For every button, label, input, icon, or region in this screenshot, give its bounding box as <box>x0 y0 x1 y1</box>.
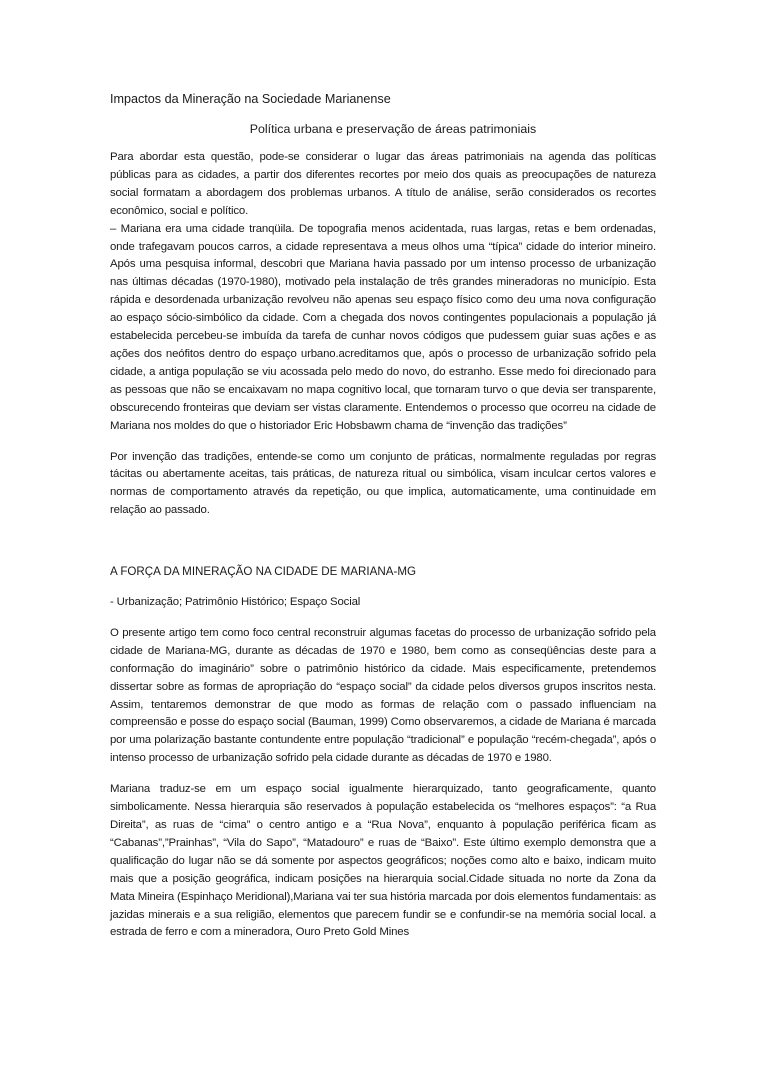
document-page <box>110 90 656 942</box>
paragraph-intro: Para abordar esta questão, pode-se considerar o lugar das áreas patrimoniais na agenda das políticas públicas para as cidades, a partir dos diferentes recortes por meio dos quais as preocupações de natureza social formatam a abordagem dos problemas urbanos. A título de análise, serão considerados os recortes econômico, social e político. <box>110 151 656 217</box>
paragraph-mariana: – Mariana era uma cidade tranqüila. De topografia menos acidentada, ruas largas, retas e bem ordenadas, onde trafegavam poucos carros, a cidade representava a meus olhos uma “típica” cidade do interior mineiro. Após uma pesquisa informal, descobri que Mariana havia passado por um intenso processo de urbanização nas últimas décadas (1970-1980), motivado pela instalação de três grandes mineradoras no município. Esta rápida e desordenada urbanização revolveu não apenas seu espaço físico como deu uma nova configuração ao espaço sócio-simbólico da cidade. Com a chegada dos novos contingentes populacionais a população já estabelecida percebeu-se imbuída da tarefa de cunhar novos códigos que pudessem guiar suas ações e as ações dos neófitos dentro do espaço urbano.acreditamos que, após o processo de urbanização sofrido pela cidade, a antiga população se viu acossada pelo medo do novo, do estranho. Esse medo foi direcionado para as pessoas que não se encaixavam no mapa cognitivo local, que tornaram turvo o que devia ser transparente, obscurecendo fronteiras que deviam ser vistas claramente. Entendemos o processo que ocorreu na cidade de Mariana nos moldes do que o historiador Eric Hobsbawm chama de “invenção das tradições” <box>110 222 656 432</box>
paragraph-artigo: O presente artigo tem como foco central reconstruir algumas facetas do processo de urbanização sofrido pela cidade de Mariana-MG, durante as décadas de 1970 e 1980, bem como as conseqüências deste para a conformação do imaginário” sobre o patrimônio histórico da cidade. Mais especificamente, pretendemos dissertar sobre as formas de apropriação do “espaço social” da cidade pelos diversos grupos inscritos nesta. Assim, tentaremos demonstrar de que modo as formas de relação com o passado influenciam na compreensão e posse do espaço social (Bauman, 1999) Como observaremos, a cidade de Mariana é marcada por uma polarização bastante contundente entre população “tradicional” e população “recém-chegada”, após o intenso processo de urbanização sofrido pela cidade durante as décadas de 1970 e 1980. <box>110 626 656 765</box>
paragraph-tradicoes: Por invenção das tradições, entende-se como um conjunto de práticas, normalmente reguladas por regras tácitas ou abertamente aceitas, tais práticas, de natureza ritual ou simbólica, visam inculcar certos valores e normas de comportamento através da repetição, ou que implica, automaticamente, uma continuidade em relação ao passado. <box>110 450 656 517</box>
keywords-line: - Urbanização; Patrimônio Histórico; Espaço Social <box>110 596 361 609</box>
section-heading: A FORÇA DA MINERAÇÃO NA CIDADE DE MARIANA-MG <box>110 565 416 579</box>
document-title: Impactos da Mineração na Sociedade Marianense <box>110 92 391 106</box>
paragraph-hierarquia: Mariana traduz-se em um espaço social igualmente hierarquizado, tanto geograficamente, quanto simbolicamente. Nessa hierarquia são reservados à população estabelecida os “melhores espaços”: “a Rua Direita”, as ruas de “cima” o centro antigo e a “Rua Nova”, enquanto à população periférica ficam as “Cabanas”,”Prainhas”, “Vila do Sapo”, “Matadouro” e ruas de “Baixo”. Este último exemplo demonstra que a qualificação do lugar não se dá somente por aspectos geográficos; noções como alto e baixo, indicam muito mais que a posição geográfica, indicam posições na hierarquia social.Cidade situada no norte da Zona da Mata Mineira (Espinhaço Meridional),Mariana vai ter sua história marcada por dois elementos fundamentais: as jazidas minerais e a sua religião, elementos que parecem fundir se e confundir-se na memória social local. a estrada de ferro e com a mineradora, Ouro Preto Gold Mines <box>110 783 657 939</box>
document-subtitle: Política urbana e preservação de áreas patrimoniais <box>249 122 537 136</box>
